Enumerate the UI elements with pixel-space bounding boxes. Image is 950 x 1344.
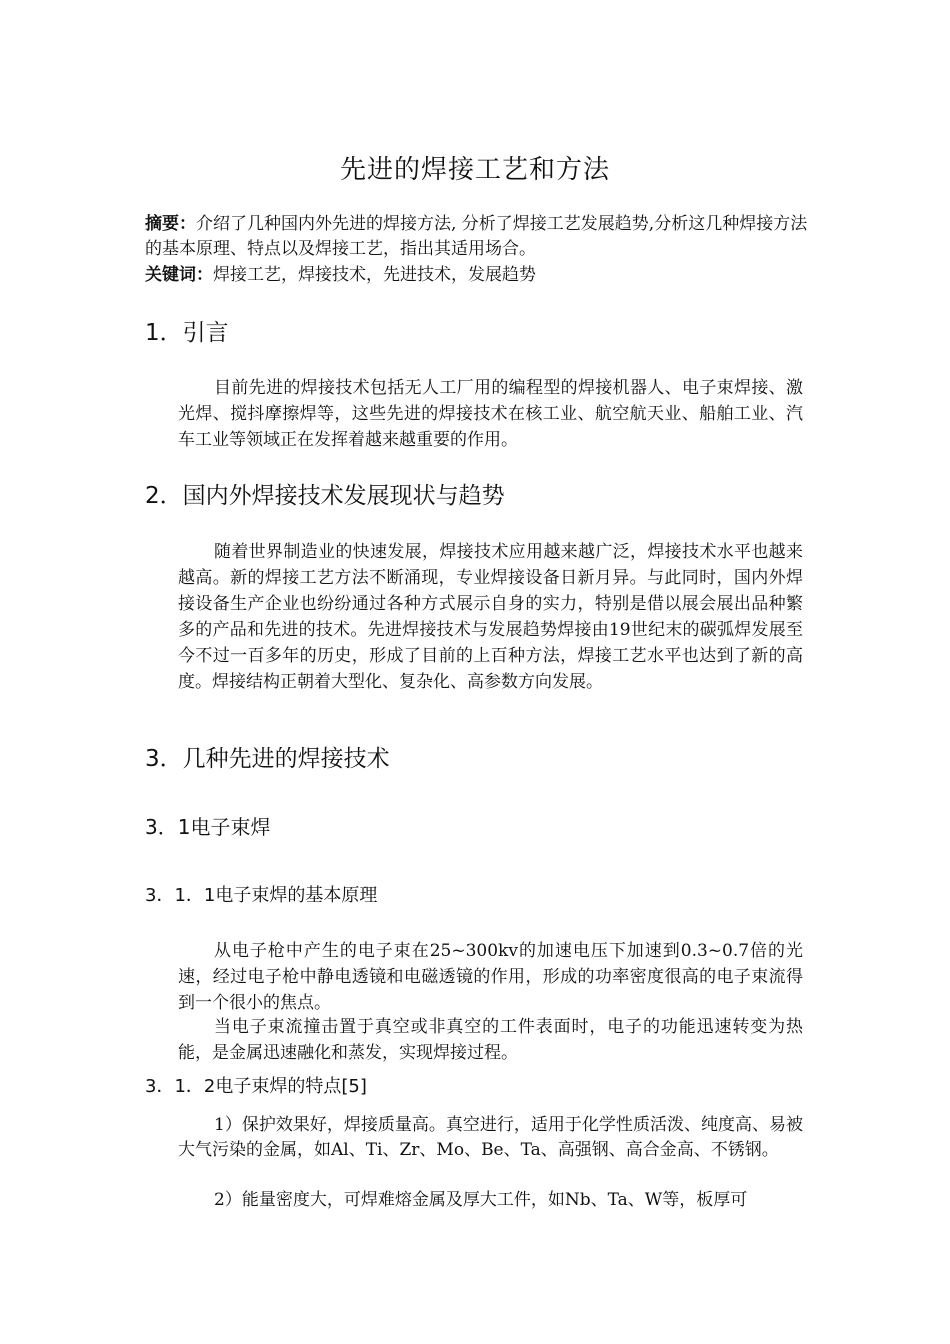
section-1-paragraph: 目前先进的焊接技术包括无人工厂用的编程型的焊接机器人、电子束焊接、激光焊、搅抖摩擦焊等，这些先进的焊接技术在核工业、航空航天业、船舶工业、汽车工业等领域正在发挥着越来越重要的作用。 — [178, 378, 803, 450]
section-2-heading: 2．国内外焊接技术发展现状与趋势 — [145, 483, 505, 509]
keywords — [145, 263, 815, 288]
section-2-paragraph: 随着世界制造业的快速发展，焊接技术应用越来越广泛，焊接技术水平也越来越高。新的焊接工艺方法不断涌现，专业焊接设备日新月异。与此同时，国内外焊接设备生产企业也纷纷通过各种方式展示自身的实力，特别是借以展会展出品种繁多的产品和先进的技术。先进焊接技术与发展趋势焊接由19世纪末的碳弧焊发展至今不过一百多年的历史，形成了目前的上百种方法，焊接工艺水平也达到了新的高度。焊接结构正朝着大型化、复杂化、高参数方向发展。 — [178, 542, 803, 692]
keywords-label: 关键词： — [145, 265, 213, 285]
abstract-text: 介绍了几种国内外先进的焊接方法, 分析了焊接工艺发展趋势,分析这几种焊接方法的基本原理、特点以及焊接工艺，指出其适用场合。 — [145, 214, 808, 259]
section-3-1-1-paragraph-1: 从电子枪中产生的电子束在25~300kv的加速电压下加速到0.3~0.7倍的光速，经过电子枪中静电透镜和电磁透镜的作用，形成的功率密度很高的电子束流得到一个很小的焦点。 — [178, 941, 803, 1013]
section-3-1-1-heading: 3．1．1电子束焊的基本原理 — [145, 885, 378, 906]
keywords-text: 焊接工艺，焊接技术，先进技术，发展趋势 — [213, 265, 536, 285]
abstract-label: 摘要： — [145, 214, 196, 234]
section-3-1-2-paragraph-2: 2）能量密度大，可焊难熔金属及厚大工件，如Nb、Ta、W等，板厚可 — [214, 1190, 748, 1210]
abstract — [145, 212, 815, 262]
section-3-1-1-paragraph-2: 当电子束流撞击置于真空或非真空的工件表面时，电子的功能迅速转变为热能，是金属迅速融化和蒸发，实现焊接过程。 — [178, 1017, 803, 1063]
document-title: 先进的焊接工艺和方法 — [339, 155, 610, 185]
section-3-heading: 3．几种先进的焊接技术 — [145, 746, 390, 772]
section-3-1-heading: 3．1电子束焊 — [145, 815, 271, 839]
section-3-1-2-paragraph-1: 1）保护效果好，焊接质量高。真空进行，适用于化学性质活泼、纯度高、易被大气污染的金属，如Al、Ti、Zr、Mo、Be、Ta、高强钢、高合金高、不锈钢。 — [178, 1115, 803, 1160]
section-1-heading: 1．引言 — [145, 320, 229, 346]
section-3-1-2-heading: 3．1．2电子束焊的特点[5] — [145, 1076, 367, 1097]
